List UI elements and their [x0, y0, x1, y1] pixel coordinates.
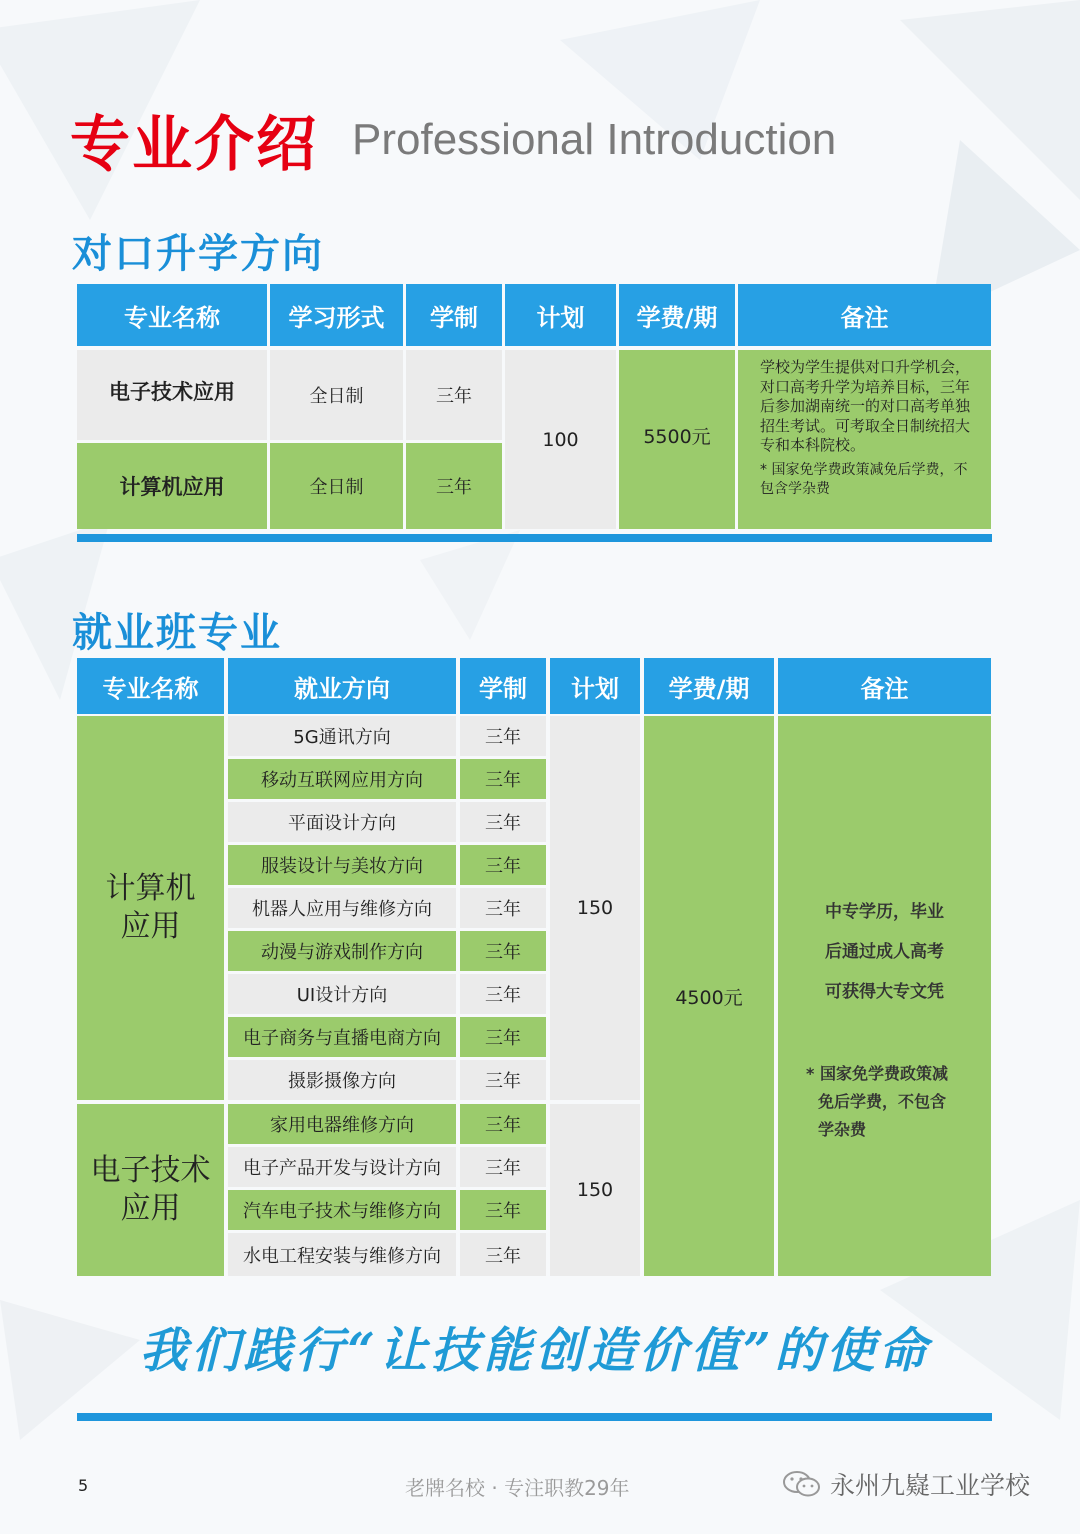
page-title-en: Professional Introduction [352, 115, 837, 164]
header-cell: 学费/期 [619, 284, 735, 346]
direction-cell: 移动互联网应用方向 [228, 759, 456, 799]
duration-cell: 三年 [460, 1017, 546, 1057]
remark-note-line: 学杂费 [818, 1120, 867, 1139]
direction-cell: 电子产品开发与设计方向 [228, 1147, 456, 1187]
duration-cell: 三年 [406, 350, 502, 440]
major-name-cell: 电子技术应用 [77, 350, 267, 440]
duration-cell: 三年 [406, 443, 502, 529]
plan-cell: 100 [505, 350, 616, 529]
header-cell: 学费/期 [644, 658, 774, 714]
header-cell: 学习形式 [270, 284, 403, 346]
remark-line: 中专学历，毕业 [825, 902, 944, 922]
major-name: 电子技术应用 [90, 1153, 211, 1226]
major-name: 计算机应用 [105, 871, 196, 944]
remark-note-line: 免后学费，不包含 [818, 1092, 947, 1111]
header-cell: 备注 [778, 658, 991, 714]
major-name-cell [77, 716, 224, 1100]
page-title-zh: 专业介绍 [70, 110, 318, 180]
header-cell: 备注 [738, 284, 991, 346]
duration-cell: 三年 [460, 759, 546, 799]
duration-cell: 三年 [460, 888, 546, 928]
header-cell: 专业名称 [77, 658, 224, 714]
divider [77, 534, 992, 542]
duration-cell: 三年 [460, 845, 546, 885]
direction-cell: 动漫与游戏制作方向 [228, 931, 456, 971]
fee-cell: 5500元 [619, 350, 735, 529]
divider [77, 1413, 992, 1421]
duration-cell: 三年 [460, 1190, 546, 1230]
duration-cell: 三年 [460, 1233, 546, 1276]
direction-cell: 平面设计方向 [228, 802, 456, 842]
page-title [70, 100, 836, 180]
section-title-employment: 就业班专业 [72, 610, 282, 656]
page-number: 5 [78, 1476, 89, 1495]
header-cell: 学制 [406, 284, 502, 346]
header-cell: 计划 [550, 658, 640, 714]
footer-slogan: 老牌名校 · 专注职教29年 [405, 1476, 630, 1500]
remark-text: 学校为学生提供对口升学机会，对口高考升学为培养目标，三年后参加湖南统一的对口高考单独招生考试。可考取全日制统招大专和本科院校。 [760, 358, 971, 454]
direction-cell: 服装设计与美妆方向 [228, 845, 456, 885]
plan-cell: 150 [550, 716, 640, 1100]
direction-cell: 电子商务与直播电商方向 [228, 1017, 456, 1057]
duration-cell: 三年 [460, 974, 546, 1014]
direction-cell: 机器人应用与维修方向 [228, 888, 456, 928]
major-name-cell: 计算机应用 [77, 443, 267, 529]
remark-note: * 国家免学费政策减免后学费，不包含学杂费 [760, 461, 968, 497]
remark-line: 后通过成人高考 [825, 942, 944, 962]
direction-cell: 摄影摄像方向 [228, 1060, 456, 1100]
duration-cell: 三年 [460, 802, 546, 842]
study-form-cell: 全日制 [270, 350, 403, 440]
section-title-upgrade: 对口升学方向 [72, 231, 324, 277]
remark-cell [738, 350, 991, 529]
header-cell: 计划 [505, 284, 616, 346]
remark-line: 可获得大专文凭 [825, 982, 944, 1002]
duration-cell: 三年 [460, 931, 546, 971]
remark-cell [778, 716, 991, 1276]
school-name: 永州九嶷工业学校 [830, 1471, 1031, 1500]
direction-cell: UI设计方向 [228, 974, 456, 1014]
duration-cell: 三年 [460, 716, 546, 756]
footer-school [782, 1466, 1030, 1502]
direction-cell: 家用电器维修方向 [228, 1104, 456, 1144]
direction-cell: 5G通讯方向 [228, 716, 456, 756]
direction-cell: 汽车电子技术与维修方向 [228, 1190, 456, 1230]
direction-cell: 水电工程安装与维修方向 [228, 1233, 456, 1276]
major-name-cell [77, 1104, 224, 1276]
plan-cell: 150 [550, 1104, 640, 1276]
duration-cell: 三年 [460, 1060, 546, 1100]
wechat-icon [782, 1469, 822, 1499]
duration-cell: 三年 [460, 1147, 546, 1187]
slogan-banner: 我们践行“让技能创造价值”的使命 [139, 1323, 931, 1379]
header-cell: 学制 [460, 658, 546, 714]
header-cell: 专业名称 [77, 284, 267, 346]
fee-cell: 4500元 [644, 716, 774, 1276]
remark-note-line: * 国家免学费政策减 [806, 1064, 948, 1083]
duration-cell: 三年 [460, 1104, 546, 1144]
header-cell: 就业方向 [228, 658, 456, 714]
study-form-cell: 全日制 [270, 443, 403, 529]
